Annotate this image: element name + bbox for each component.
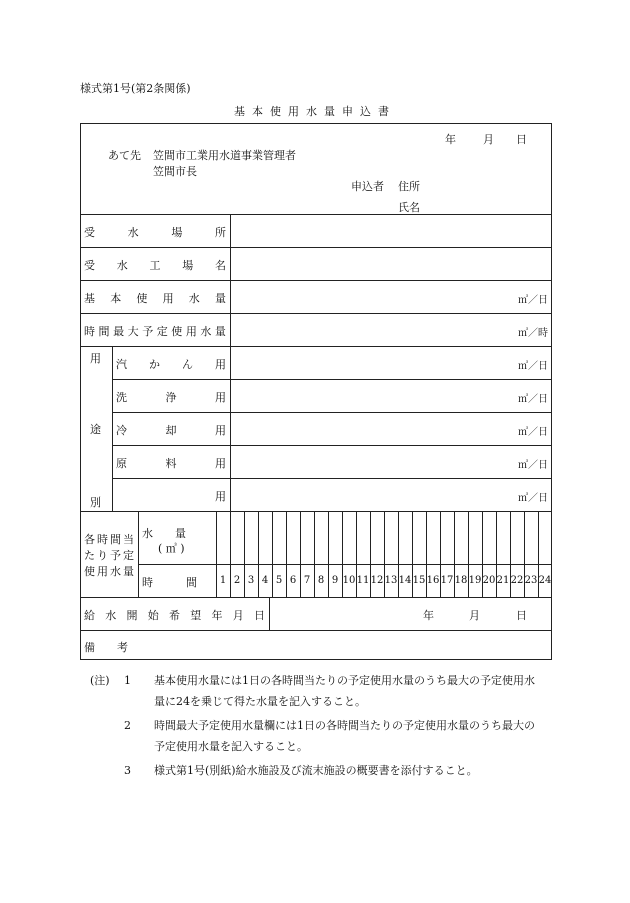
addressee-line1: 笠間市工業用水道事業管理者 <box>153 149 296 162</box>
date-year-label: 年 <box>445 133 456 146</box>
date-day-label: 日 <box>516 133 527 146</box>
usage-label-3: 別 <box>90 496 101 509</box>
note-number: 2 <box>124 719 131 732</box>
supply-day-label: 日 <box>516 609 527 622</box>
volume-label: 水 量 <box>142 527 186 540</box>
applicant-name-label: 氏名 <box>398 201 420 214</box>
note-text-line: 時間最大予定使用水量欄には1日の各時間当たりの予定使用水量のうち最大の <box>154 719 535 732</box>
hour-label: 9 <box>331 575 339 586</box>
hour-label: 24 <box>538 575 552 586</box>
hour-label: 10 <box>342 575 356 586</box>
note-text-line: 予定使用水量を記入すること。 <box>154 740 308 753</box>
usage-label-2: 途 <box>90 423 101 436</box>
hour-label: 7 <box>303 575 311 586</box>
note-text-line: 基本使用水量には1日の各時間当たりの予定使用水量のうち最大の予定使用水 <box>154 674 535 687</box>
usage-label-1: 用 <box>90 352 101 365</box>
supply-start-label: 給 水 開 始 希 望 年 月 日 <box>84 609 265 622</box>
notes-mark: (注) <box>90 674 110 687</box>
hour-label: 11 <box>356 575 370 586</box>
usage-item-washing: 洗 浄 用 <box>116 391 226 404</box>
hour-label: 15 <box>412 575 426 586</box>
supply-month-label: 月 <box>469 609 480 622</box>
hourly-max-label: 時 間 最 大 予 定 使 用 水 量 <box>84 325 226 338</box>
hour-label: 22 <box>510 575 524 586</box>
hour-label: 23 <box>524 575 538 586</box>
basic-volume-label: 基 本 使 用 水 量 <box>84 292 226 305</box>
hour-label: 14 <box>398 575 412 586</box>
date-month-label: 月 <box>483 133 494 146</box>
hour-label: 12 <box>370 575 384 586</box>
hour-label: 18 <box>454 575 468 586</box>
usage-item-other-unit: ㎥／日 <box>518 493 548 504</box>
hour-label: 3 <box>247 575 255 586</box>
hour-label: 6 <box>289 575 297 586</box>
hour-label: 4 <box>261 575 269 586</box>
notes-section <box>90 670 560 784</box>
addressee-line2: 笠間市長 <box>153 165 197 178</box>
hour-label: 20 <box>482 575 496 586</box>
note-number: 3 <box>124 764 131 777</box>
addressee-prefix: あて先 <box>108 149 141 162</box>
hour-label: 5 <box>275 575 283 586</box>
usage-item-cooling-unit: ㎥／日 <box>518 427 548 438</box>
applicant-label: 申込者 <box>351 180 384 193</box>
usage-item-raw: 原 料 用 <box>116 457 226 470</box>
remarks-label: 備 考 <box>84 641 128 654</box>
note-text-line: 様式第1号(別紙)給水施設及び流末施設の概要書を添付すること。 <box>154 764 478 777</box>
note-item-2 <box>90 715 560 757</box>
hourly-label-3: 使 用 水 量 <box>84 565 134 578</box>
basic-volume-unit: ㎥／日 <box>518 295 548 306</box>
volume-unit: ( ㎥ ) <box>158 542 185 555</box>
hour-label: 16 <box>426 575 440 586</box>
hour-label: 2 <box>233 575 241 586</box>
hour-label: 21 <box>496 575 510 586</box>
usage-item-other: 用 <box>215 490 226 503</box>
receive-place-label: 受 水 場 所 <box>84 226 226 239</box>
receive-factory-label: 受 水 工 場 名 <box>84 259 226 272</box>
hourly-max-unit: ㎥／時 <box>518 328 548 339</box>
usage-item-boiler-unit: ㎥／日 <box>518 361 548 372</box>
applicant-address-label: 住所 <box>398 180 420 193</box>
supply-year-label: 年 <box>423 609 434 622</box>
hour-label: 8 <box>317 575 325 586</box>
form-number: 様式第1号(第2条関係) <box>80 82 191 95</box>
usage-item-raw-unit: ㎥／日 <box>518 460 548 471</box>
time-label: 時 間 <box>142 576 197 589</box>
usage-item-washing-unit: ㎥／日 <box>518 394 548 405</box>
hourly-label-2: た り 予 定 <box>84 549 134 562</box>
note-item-1 <box>90 670 560 712</box>
hourly-label-1: 各 時 間 当 <box>84 533 134 546</box>
hour-label: 17 <box>440 575 454 586</box>
hour-label: 19 <box>468 575 482 586</box>
note-item-3 <box>90 760 560 781</box>
usage-item-boiler: 汽 か ん 用 <box>116 358 226 371</box>
form-title: 基本使用水量申込書 <box>234 105 396 118</box>
hour-label: 1 <box>219 575 227 586</box>
hour-label: 13 <box>384 575 398 586</box>
note-text-line: 量に24を乗じて得た水量を記入すること。 <box>154 695 366 708</box>
note-number: 1 <box>124 674 131 687</box>
usage-item-cooling: 冷 却 用 <box>116 424 226 437</box>
